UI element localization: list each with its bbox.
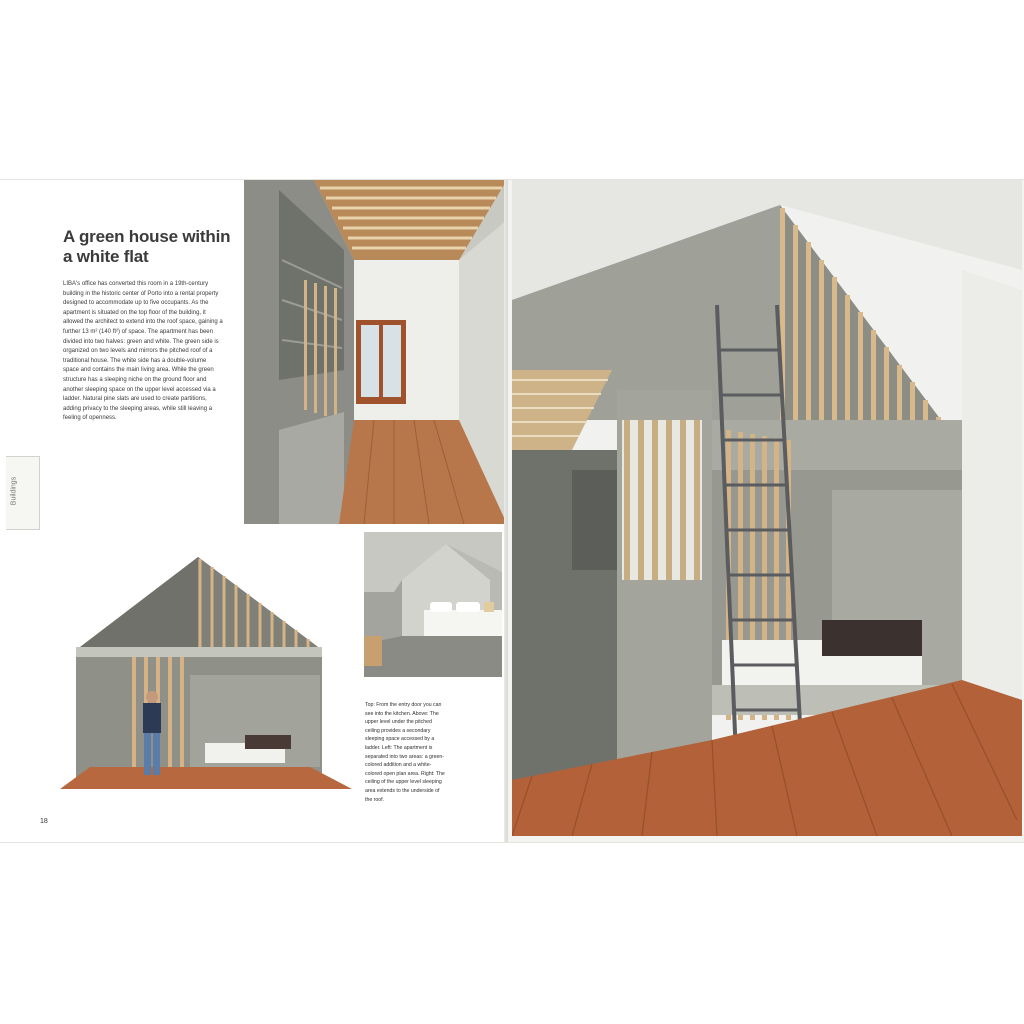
photo-upper-bedroom — [364, 532, 502, 677]
article-body: LIBA's office has converted this room in a 19th-century building in the historic center of Porto into a rental property designed to accommodate up to five occupants. As the apartment is situated on the top floor of the building, it allowed the architect to extend into the roof space, gaining a further 13 m² (140 ft²) of space. The apartment has been divided into two halves: green and white. The green side is organized on two levels and mirrors the pitched roof of a traditional house. The white side has a double-volume space and contains the main living area. While the green structure has a sleeping niche on the ground floor and another sleeping space on the upper level accessed via a ladder. Natural pine slats are used to create partitions, adding privacy to the sleeping areas, while still leaving a feeling of openness. — [63, 281, 223, 422]
left-page — [0, 180, 508, 842]
photo-caption: Top: From the entry door you can see into the kitchen. Above: The upper level under the pitched ceiling provides a secondary sleeping space accessed by a ladder. Left: The apartment is separated into two areas: a green-colored addition and a white-colored open plan area. Right: The ceiling of the upper level sleeping area extends to the underside of the roof. — [365, 702, 445, 803]
photo-section-model — [40, 535, 358, 811]
article-headline: A green house within a white flat — [63, 227, 231, 266]
section-label: Buildings — [10, 476, 18, 506]
book-spread — [0, 180, 1024, 842]
photo-main-interior — [512, 180, 1022, 836]
page-number: 18 — [40, 818, 48, 825]
photo-corridor-kitchen — [244, 180, 507, 524]
